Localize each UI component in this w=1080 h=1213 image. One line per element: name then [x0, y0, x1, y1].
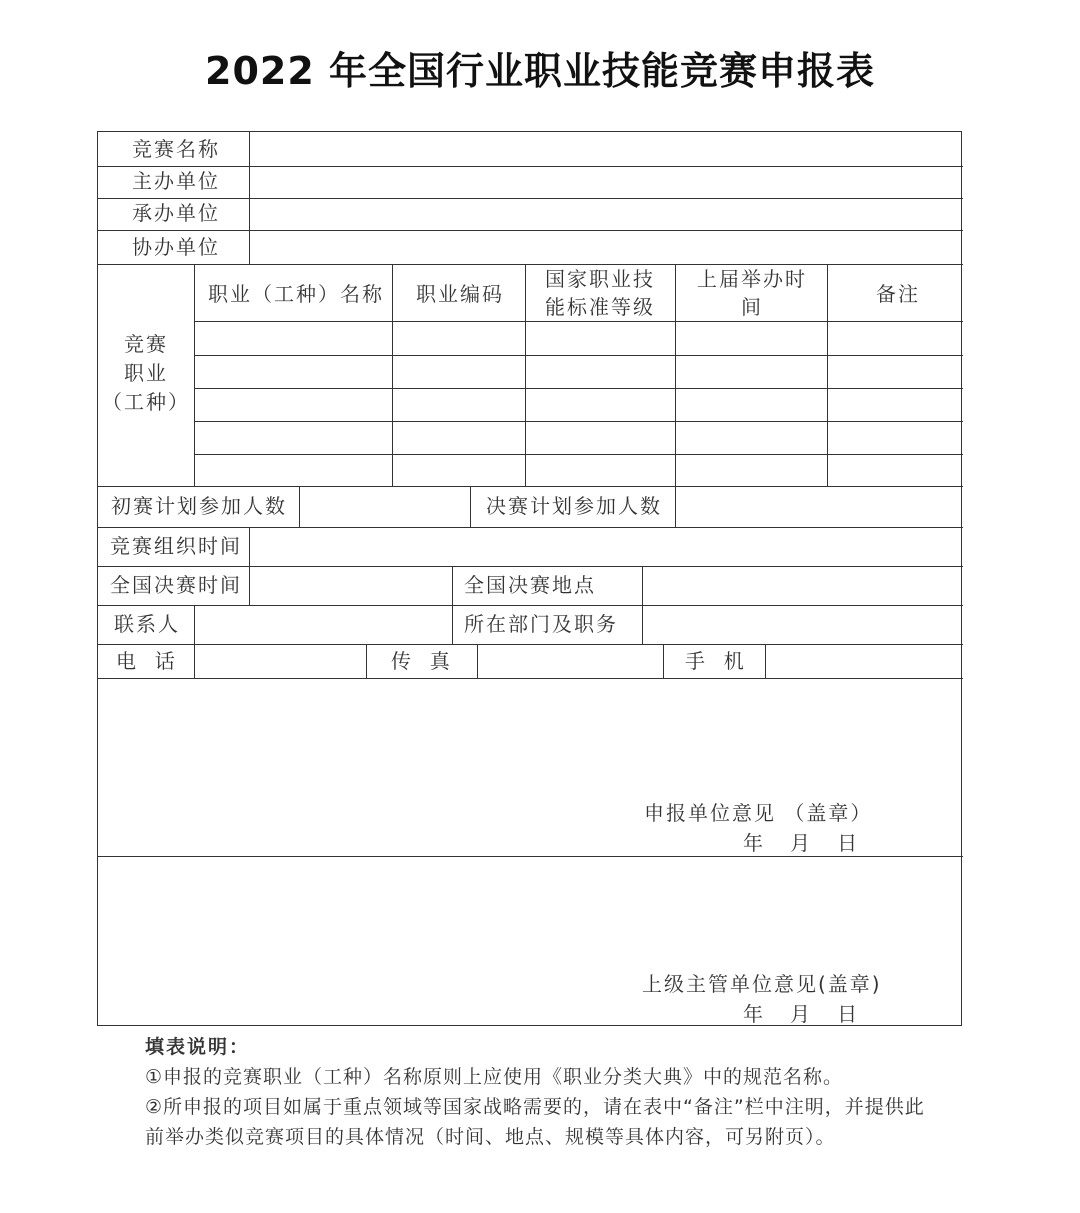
- header-last-held-time: 上届举办时间: [697, 267, 807, 319]
- co-organizer-field[interactable]: [250, 231, 962, 263]
- superior-opinion-area[interactable]: [99, 857, 962, 1024]
- undertaker-field[interactable]: [250, 199, 962, 229]
- occupation-group-line-3: （工种）: [102, 390, 190, 414]
- table-row[interactable]: [195, 455, 962, 485]
- header-remarks: 备注: [876, 282, 920, 306]
- notes-item-2: ②所申报的项目如属于重点领域等国家战略需要的，请在表中“备注”栏中注明，并提供此前举办类似竞赛项目的具体情况（时间、地点、规模等具体内容，可另附页）。: [145, 1096, 925, 1148]
- org-time-label: 竞赛组织时间: [110, 534, 242, 558]
- fax-field[interactable]: [478, 645, 662, 677]
- undertaker-label: 承办单位: [132, 201, 220, 225]
- final-count-label: 决赛计划参加人数: [486, 494, 662, 518]
- final-place-field[interactable]: [643, 567, 962, 604]
- occupation-group-label: [98, 330, 194, 417]
- table-row[interactable]: [195, 322, 962, 354]
- competition-name-field[interactable]: [250, 133, 962, 165]
- contact-field[interactable]: [195, 606, 451, 643]
- table-row[interactable]: [195, 356, 962, 387]
- dept-position-label: 所在部门及职务: [464, 612, 618, 636]
- mobile-label: 手 机: [685, 649, 746, 673]
- phone-label: 电 话: [116, 649, 177, 673]
- header-occupation-code: 职业编码: [416, 282, 504, 306]
- filling-instructions: [145, 1032, 935, 1152]
- final-place-label: 全国决赛地点: [464, 573, 596, 597]
- final-count-field[interactable]: [676, 487, 962, 526]
- applicant-opinion-label: 申报单位意见 （盖章）: [644, 801, 873, 825]
- superior-opinion-date: 年 月 日: [743, 1002, 860, 1026]
- organizer-field[interactable]: [250, 167, 962, 197]
- organizer-label: 主办单位: [132, 169, 220, 193]
- page-title: 2022 年全国行业职业技能竞赛申报表: [205, 49, 875, 93]
- co-organizer-label: 协办单位: [132, 235, 220, 259]
- competition-name-label: 竞赛名称: [132, 137, 220, 161]
- notes-item-1: ①申报的竞赛职业（工种）名称原则上应使用《职业分类大典》中的规范名称。: [145, 1066, 844, 1088]
- header-standard-level: 国家职业技能标准等级: [545, 267, 655, 319]
- phone-field[interactable]: [195, 645, 365, 677]
- mobile-field[interactable]: [766, 645, 962, 677]
- final-time-label: 全国决赛时间: [110, 573, 242, 597]
- applicant-opinion-date: 年 月 日: [743, 831, 860, 855]
- notes-heading: 填表说明：: [145, 1036, 251, 1058]
- table-row[interactable]: [195, 422, 962, 453]
- superior-opinion-label: 上级主管单位意见(盖章): [642, 972, 882, 996]
- header-occupation-name: 职业（工种）名称: [208, 282, 384, 306]
- contact-label: 联系人: [114, 612, 180, 636]
- prelim-count-field[interactable]: [300, 487, 469, 526]
- prelim-count-label: 初赛计划参加人数: [111, 494, 287, 518]
- table-row[interactable]: [195, 389, 962, 420]
- dept-position-field[interactable]: [643, 606, 962, 643]
- fax-label: 传 真: [391, 649, 452, 673]
- final-time-field[interactable]: [250, 567, 451, 604]
- occupation-group-line-1: 竞赛: [124, 332, 168, 356]
- org-time-field[interactable]: [250, 528, 962, 565]
- application-form: [97, 131, 962, 1026]
- occupation-group-line-2: 职业: [124, 361, 168, 385]
